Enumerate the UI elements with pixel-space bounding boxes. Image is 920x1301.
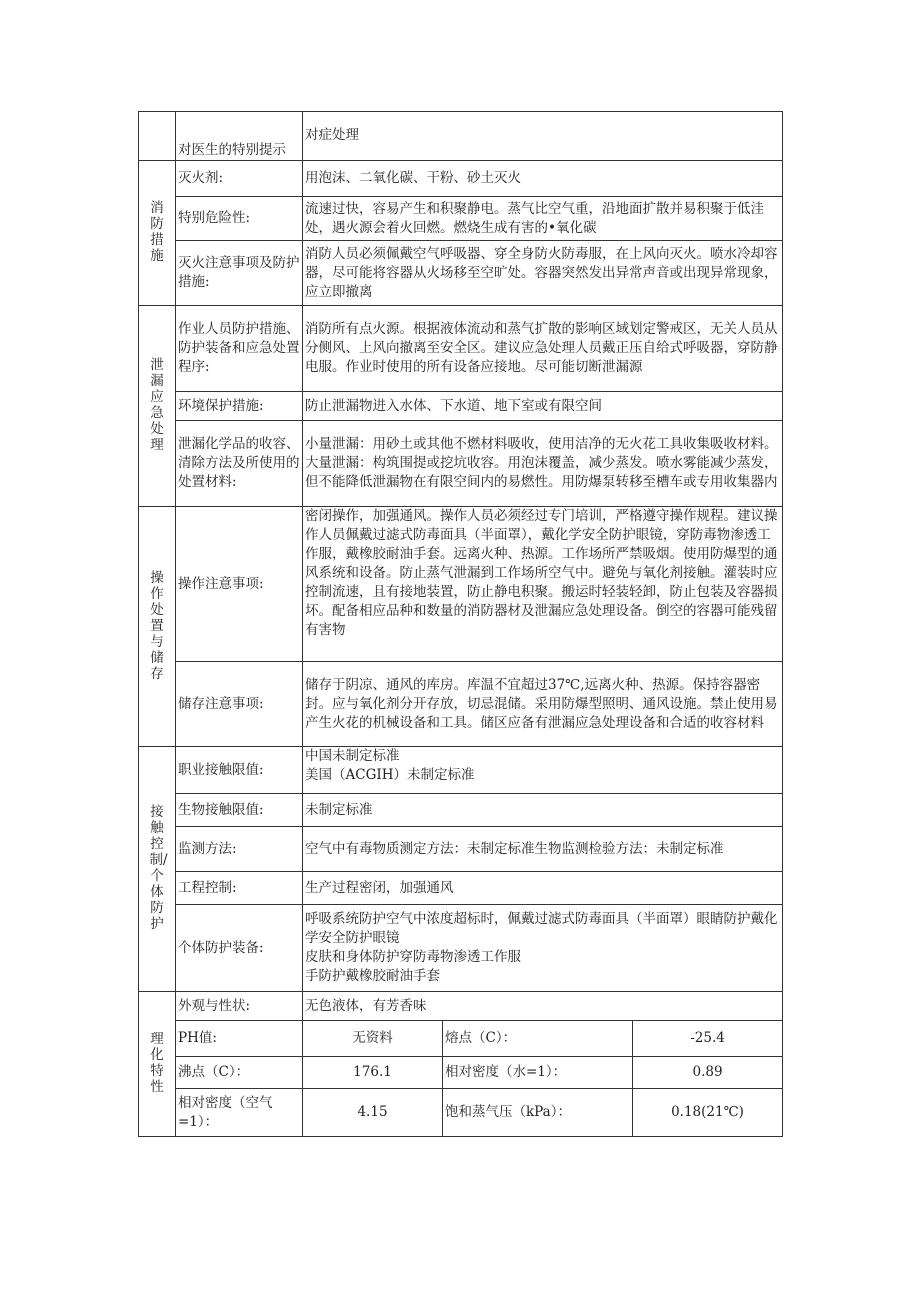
exposure-eng-row bbox=[139, 872, 783, 905]
fire-agent-label: 灭火剂: bbox=[176, 161, 303, 197]
exposure-monitor-label: 监测方法: bbox=[176, 827, 303, 872]
doctor-tip-row bbox=[139, 112, 783, 161]
exposure-ppe-line3: 手防护戴橡胶耐油手套 bbox=[305, 968, 440, 984]
physchem-bp-row bbox=[139, 1057, 783, 1089]
exposure-occ-value bbox=[303, 747, 783, 794]
exposure-eng-value: 生产过程密闭，加强通风 bbox=[303, 872, 783, 905]
exposure-section-label: 接触控制/个体防护 bbox=[139, 747, 176, 992]
leak-personnel-label: 作业人员防护措施、防护装备和应急处置程序: bbox=[176, 306, 303, 392]
leak-collect-row bbox=[139, 421, 783, 507]
exposure-ppe-line2: 皮肤和身体防护穿防毒物渗透工作服 bbox=[305, 949, 521, 965]
handling-storage-value: 储存于阴凉、通风的库房。库温不宜超过37℃,远离火种、热源。保持容器密封。应与氧化剂分开存放，切忌混储。采用防爆型照明、通风设施。禁止使用易产生火花的机械设备和工具。储区应备有泄漏应急处理设备和合适的收容材料 bbox=[303, 662, 783, 747]
exposure-occ-line1: 中国未制定标准 bbox=[305, 748, 400, 764]
blank-section-cell bbox=[139, 112, 176, 161]
exposure-occ-label: 职业接触限值: bbox=[176, 747, 303, 794]
leak-env-value: 防止泄漏物进入水体、下水道、地下室或有限空间 bbox=[303, 392, 783, 421]
physchem-ph-value: 无资料 bbox=[303, 1021, 443, 1057]
handling-op-value: 密闭操作，加强通风。操作人员必须经过专门培训，严格遵守操作规程。建议操作人员佩戴过滤式防毒面具（半面罩），戴化学安全防护眼镜，穿防毒物渗透工作服，戴橡胶耐油手套。远离火种、热源。工作场所严禁吸烟。使用防爆型的通风系统和设备。防止蒸气泄漏到工作场所空气中。避免与氧化剂接触。灌装时应控制流速，且有接地装置，防止静电积聚。搬运时轻装轻卸，防止包装及容器损坏。配备相应品种和数量的消防器材及泄漏应急处理设备。倒空的容器可能残留有害物 bbox=[303, 507, 783, 662]
fire-notes-value: 消防人员必须佩戴空气呼吸器、穿全身防火防毒服，在上风向灭火。喷水冷却容器，尽可能将容器从火场移至空旷处。容器突然发出异常声音或出现异常现象，应立即撤离 bbox=[303, 241, 783, 306]
fire-hazard-row bbox=[139, 197, 783, 241]
exposure-ppe-value bbox=[303, 905, 783, 992]
fire-notes-label: 灭火注意事项及防护措施: bbox=[176, 241, 303, 306]
physchem-density-label: 相对密度（水=1）： bbox=[443, 1057, 633, 1089]
physchem-ph-label: PH值: bbox=[176, 1021, 303, 1057]
doctor-tip-label: 对医生的特别提示 bbox=[176, 112, 303, 161]
exposure-bio-label: 生物接触限值: bbox=[176, 794, 303, 827]
physchem-vapor-density-label: 相对密度（空气=1）： bbox=[176, 1089, 303, 1137]
physchem-bp-value: 176.1 bbox=[303, 1057, 443, 1089]
physchem-appearance-value: 无色液体，有芳香味 bbox=[303, 992, 783, 1021]
exposure-eng-label: 工程控制: bbox=[176, 872, 303, 905]
msds-table bbox=[138, 111, 783, 1137]
handling-storage-row bbox=[139, 662, 783, 747]
exposure-ppe-label: 个体防护装备: bbox=[176, 905, 303, 992]
leak-section-label: 泄漏应急处理 bbox=[139, 306, 176, 507]
fire-hazard-label: 特别危险性: bbox=[176, 197, 303, 241]
leak-collect-value: 小量泄漏：用砂土或其他不燃材料吸收，使用洁净的无火花工具收集吸收材料。大量泄漏：构筑围提或挖坑收容。用泡沫覆盖，减少蒸发。喷水雾能减少蒸发，但不能降低泄漏物在有限空间内的易燃性。用防爆泵转移至槽车或专用收集器内 bbox=[303, 421, 783, 507]
physchem-density-value: 0.89 bbox=[633, 1057, 783, 1089]
doctor-tip-value: 对症处理 bbox=[303, 112, 783, 161]
leak-env-label: 环境保护措施: bbox=[176, 392, 303, 421]
physchem-appearance-row bbox=[139, 992, 783, 1021]
fire-section-label: 消防措施 bbox=[139, 161, 176, 306]
physchem-ph-row bbox=[139, 1021, 783, 1057]
exposure-ppe-line1: 呼吸系统防护空气中浓度超标时，佩戴过滤式防毒面具（半面罩）眼睛防护戴化学安全防护眼镜 bbox=[305, 911, 778, 946]
exposure-bio-value: 未制定标准 bbox=[303, 794, 783, 827]
physchem-vapor-density-value: 4.15 bbox=[303, 1089, 443, 1137]
exposure-ppe-row bbox=[139, 905, 783, 992]
exposure-monitor-row bbox=[139, 827, 783, 872]
exposure-occ-row bbox=[139, 747, 783, 794]
physchem-section-label: 理化特性 bbox=[139, 992, 176, 1137]
physchem-bp-label: 沸点（C）： bbox=[176, 1057, 303, 1089]
exposure-monitor-value: 空气中有毒物质测定方法：未制定标准生物监测检验方法：未制定标准 bbox=[303, 827, 783, 872]
fire-notes-row bbox=[139, 241, 783, 306]
physchem-mp-value: -25.4 bbox=[633, 1021, 783, 1057]
leak-personnel-value: 消防所有点火源。根据液体流动和蒸气扩散的影响区域划定警戒区，无关人员从分侧风、上风向撤离至安全区。建议应急处理人员戴正压自给式呼吸器，穿防静电服。作业时使用的所有设备应接地。尽可能切断泄漏源 bbox=[303, 306, 783, 392]
physchem-vapor-pressure-label: 饱和蒸气压（kPa）： bbox=[443, 1089, 633, 1137]
handling-op-label: 操作注意事项: bbox=[176, 507, 303, 662]
handling-storage-label: 储存注意事项: bbox=[176, 662, 303, 747]
fire-agent-value: 用泡沫、二氧化碳、干粉、砂土灭火 bbox=[303, 161, 783, 197]
leak-personnel-row bbox=[139, 306, 783, 392]
exposure-occ-line2: 美国（ACGIH）未制定标准 bbox=[305, 767, 475, 783]
fire-hazard-value: 流速过快，容易产生和积聚静电。蒸气比空气重，沿地面扩散并易积聚于低洼处，遇火源会着火回燃。燃烧生成有害的•氧化碳 bbox=[303, 197, 783, 241]
exposure-bio-row bbox=[139, 794, 783, 827]
physchem-vapor-pressure-value: 0.18(21℃) bbox=[633, 1089, 783, 1137]
fire-agent-row bbox=[139, 161, 783, 197]
handling-op-row bbox=[139, 507, 783, 662]
physchem-mp-label: 熔点（C）： bbox=[443, 1021, 633, 1057]
leak-collect-label: 泄漏化学品的收容、清除方法及所使用的处置材料: bbox=[176, 421, 303, 507]
physchem-appearance-label: 外观与性状: bbox=[176, 992, 303, 1021]
handling-section-label: 操作处置与储存 bbox=[139, 507, 176, 747]
physchem-vapor-row bbox=[139, 1089, 783, 1137]
leak-env-row bbox=[139, 392, 783, 421]
